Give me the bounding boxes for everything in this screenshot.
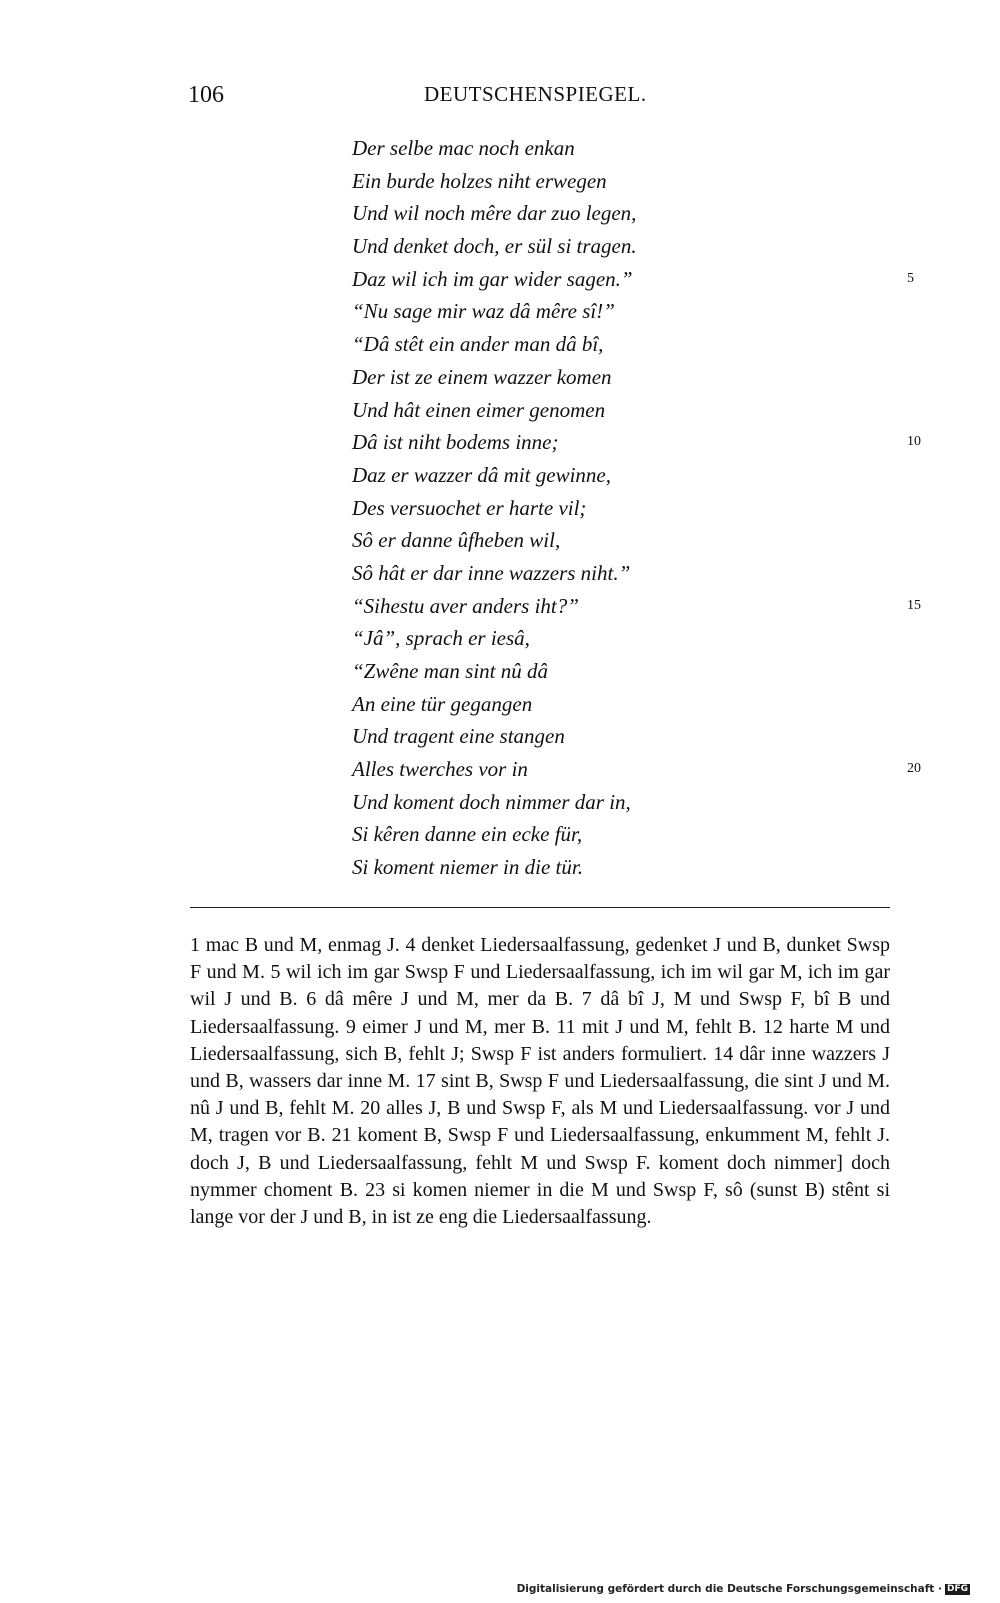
- verse-text: Ein burde holzes niht erwegen: [352, 168, 607, 193]
- verse-text: Dâ ist niht bodems inne;: [352, 430, 559, 455]
- verse-text: Des versuochet er harte vil;: [352, 495, 587, 520]
- critical-apparatus: 1 mac B und M, enmag J. 4 denket Liedersaalfassung, gedenket J und B, dunket Swsp F und M. 5 wil ich im gar Swsp F und Liedersaalfassung, ich im wil gar M, ich im gar wil J und B. 6 dâ mêre J und M, mer da B. 7 dâ bî J, M und Swsp F, bî B und Liedersaalfassung. 9 eimer J und M, mer B. 11 mit J und M, fehlt B. 12 harte M und Liedersaalfassung, sich B, fehlt J; Swsp F ist anders formuliert. 14 dâr inne wazzers J und B, wassers dar inne M. 17 sint B, Swsp F und Liedersaalfassung, die sint J und M. nû J und B, fehlt M. 20 alles J, B und Swsp F, als M und Liedersaalfassung. vor J und M, tragen vor B. 21 koment B, Swsp F und Liedersaalfassung, enkumment M, fehlt J. doch J, B und Liedersaalfassung, fehlt M und Swsp F. koment doch nimmer] doch nymmer choment B. 23 si komen niemer in die M und Swsp F, sô (sunst B) stênt si lange vor der J und B, in ist ze eng die Liedersaalfassung.: [190, 934, 890, 1229]
- verse-text: Sô er danne ûfheben wil,: [352, 528, 561, 553]
- verse-text: An eine tür gegangen: [352, 691, 533, 716]
- verse-text: Si kêren danne ein ecke für,: [352, 822, 583, 847]
- footnote-divider: [190, 907, 890, 908]
- verse-line: [352, 622, 912, 655]
- verse-text: Und denket doch, er sül si tragen.: [352, 234, 637, 259]
- verse-line: [352, 524, 912, 557]
- verse-text: Und koment doch nimmer dar in,: [352, 789, 631, 814]
- verse-line: [352, 786, 912, 819]
- verse-line: [352, 230, 912, 263]
- verse-line: [352, 263, 912, 296]
- verse-line: [352, 132, 912, 165]
- verse-text: “Nu sage mir waz dâ mêre sî!”: [352, 299, 615, 324]
- line-number: 5: [907, 270, 914, 286]
- line-number: 10: [907, 434, 921, 450]
- verse-line: [352, 557, 912, 590]
- running-title: DEUTSCHENSPIEGEL.: [424, 82, 647, 106]
- verse-line: [352, 328, 912, 361]
- verse-text: Und tragent eine stangen: [352, 724, 565, 749]
- page-number: 106: [188, 82, 224, 108]
- verse-line: [352, 361, 912, 394]
- verse-text: Daz er wazzer dâ mit gewinne,: [352, 462, 611, 487]
- dfg-logo: DFG: [946, 1583, 968, 1594]
- verse-line: [352, 818, 912, 851]
- verse-text: Daz wil ich im gar wider sagen.”: [352, 266, 633, 291]
- verse-text: “Zwêne man sint nû dâ: [352, 659, 549, 683]
- credit-text: Digitalisierung gefördert durch die Deutsche Forschungsgemeinschaft ·: [516, 1583, 942, 1595]
- verse-text: Alles twerches vor in: [352, 757, 528, 782]
- verse-text: Der ist ze einem wazzer komen: [352, 364, 612, 389]
- verse-line: [352, 688, 912, 721]
- verse-line: [352, 165, 912, 198]
- verse-line: [352, 295, 912, 328]
- verse-line: [352, 851, 912, 884]
- verse-text: Der selbe mac noch enkan: [352, 136, 575, 160]
- verse-line: [352, 492, 912, 525]
- verse-text: “Jâ”, sprach er iesâ,: [352, 626, 530, 651]
- verse-text: “Sihestu aver anders iht?”: [352, 593, 579, 618]
- digitization-credit: [517, 1583, 970, 1595]
- verse-line: [352, 753, 921, 786]
- line-number: 20: [907, 761, 921, 777]
- verse-line: [352, 720, 912, 753]
- verse-line: [352, 197, 912, 230]
- verse-line: [352, 426, 921, 459]
- verse-text: Sô hât er dar inne wazzers niht.”: [352, 560, 631, 585]
- line-number: 15: [907, 597, 921, 613]
- verse-line: [352, 459, 912, 492]
- verse-text: “Dâ stêt ein ander man dâ bî,: [352, 332, 604, 357]
- poem-verses: [352, 132, 921, 884]
- verse-line: [352, 394, 912, 427]
- verse-text: Si koment niemer in die tür.: [352, 855, 583, 880]
- verse-text: Und hât einen eimer genomen: [352, 397, 606, 422]
- verse-line: [352, 590, 921, 623]
- verse-text: Und wil noch mêre dar zuo legen,: [352, 201, 637, 226]
- verse-line: [352, 655, 912, 688]
